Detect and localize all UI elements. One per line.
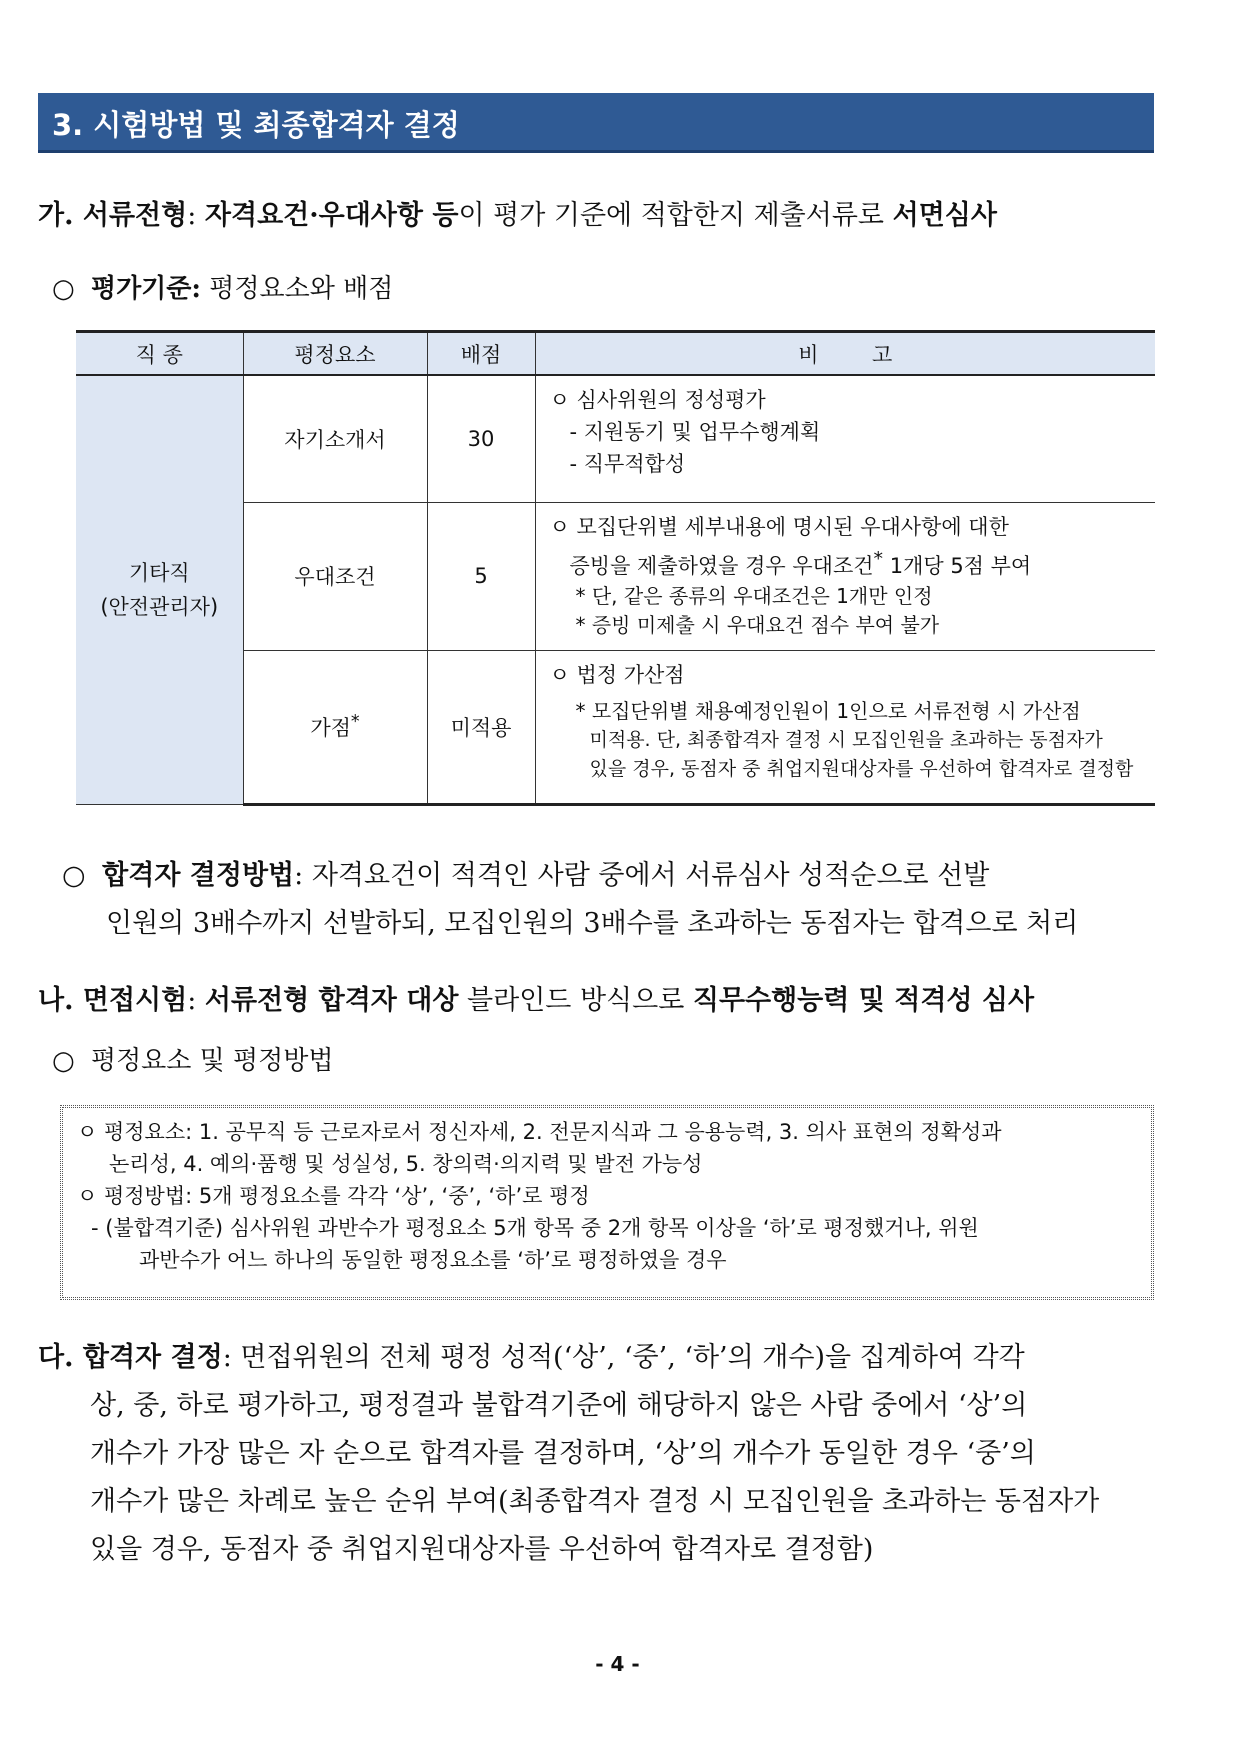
remark-line: ㅇ 모집단위별 세부내용에 명시된 우대사항에 대한	[549, 514, 1009, 539]
header-score: 배점	[427, 332, 535, 376]
remark-line: - 직무적합성	[569, 452, 686, 476]
section-title: 3. 시험방법 및 최종합격자 결정	[52, 108, 460, 142]
header-item: 평정요소	[243, 332, 427, 376]
table-row	[76, 375, 1155, 502]
score-cell: 미적용	[427, 650, 535, 804]
job-cell	[76, 375, 243, 804]
item-cell: 가점*	[243, 650, 427, 804]
header-remarks: 비 고	[535, 332, 1155, 376]
box-line: - (불합격기준) 심사위원 과반수가 평정요소 5개 항목 중 2개 항목 이상을 ‘하’로 평정했거나, 위원	[91, 1216, 979, 1240]
na-heading	[38, 978, 1034, 1017]
table-header-row	[76, 332, 1155, 376]
interview-heading-text: 평정요소 및 평정방법	[82, 1046, 334, 1076]
na-colon: :	[187, 985, 205, 1016]
circle-bullet-icon: ○	[52, 274, 75, 304]
da-line-3: 개수가 가장 많은 자 순으로 합격자를 결정하며, ‘상’의 개수가 동일한 경우 ‘중’의	[90, 1438, 1036, 1469]
box-line: 논리성, 4. 예의·품행 및 성실성, 5. 창의력·의지력 및 발전 가능성	[109, 1152, 703, 1176]
decision-line-1	[62, 853, 989, 892]
footnote-mark: *	[873, 547, 884, 570]
remark-note: * 단, 같은 종류의 우대조건은 1개만 인정	[575, 583, 933, 608]
decision-text-1: : 자격요건이 적격인 사람 중에서 서류심사 성적순으로 선발	[294, 860, 990, 891]
ga-bold1: 자격요건·우대사항 등	[204, 200, 459, 231]
remark-note: * 모집단위별 채용예정인원이 1인으로 서류전형 시 가산점	[575, 698, 1081, 723]
remarks-cell	[535, 375, 1155, 502]
decision-line-2: 인원의 3배수까지 선발하되, 모집인원의 3배수를 초과하는 동점자는 합격으로 처리	[106, 908, 1079, 939]
remark-line: - 지원동기 및 업무수행계획	[569, 420, 821, 444]
section-header-bar	[38, 93, 1154, 153]
da-line-2: 상, 중, 하로 평가하고, 평정결과 불합격기준에 해당하지 않은 사람 중에서 ‘상’의	[90, 1390, 1028, 1421]
box-line: ㅇ 평정방법: 5개 평정요소를 각각 ‘상’, ‘중’, ‘하’로 평정	[77, 1184, 590, 1208]
na-text1: 블라인드 방식으로	[458, 985, 693, 1016]
remark-line: ㅇ 법정 가산점	[549, 662, 685, 687]
item-cell: 우대조건	[243, 502, 427, 650]
box-line: 과반수가 어느 하나의 동일한 평정요소를 ‘하’로 평정하였을 경우	[139, 1248, 727, 1272]
footnote-mark: *	[350, 711, 360, 732]
remarks-cell	[535, 650, 1155, 804]
ga-colon: :	[187, 200, 205, 231]
remark-note: 미적용. 단, 최종합격자 결정 시 모집인원을 초과하는 동점자가	[589, 728, 1103, 751]
page-number: - 4 -	[595, 1652, 640, 1676]
circle-bullet-icon: ○	[52, 1046, 75, 1076]
remark-note: 있을 경우, 동점자 중 취업지원대상자를 우선하여 합격자로 결정함	[589, 757, 1134, 780]
da-label: 다. 합격자 결정	[38, 1342, 223, 1373]
remark-line: 증빙을 제출하였을 경우 우대조건* 1개당 5점 부여	[569, 547, 1032, 578]
job-name: 기타직	[128, 560, 190, 585]
remark-note: * 증빙 미제출 시 우대요건 점수 부여 불가	[575, 612, 940, 637]
decision-label: 합격자 결정방법	[102, 860, 295, 891]
score-cell: 30	[427, 375, 535, 502]
na-bold1: 서류전형 합격자 대상	[204, 985, 459, 1016]
circle-bullet-icon: ○	[62, 860, 86, 891]
box-line: ㅇ 평정요소: 1. 공무직 등 근로자로서 정신자세, 2. 전문지식과 그 응용능력, 3. 의사 표현의 정확성과	[77, 1120, 1002, 1144]
na-label: 나. 면접시험	[38, 985, 188, 1016]
remark-line: ㅇ 심사위원의 정성평가	[549, 388, 766, 412]
item-cell: 자기소개서	[243, 375, 427, 502]
da-line-1	[38, 1335, 1025, 1374]
criteria-label: 평가기준:	[90, 274, 202, 304]
job-detail: (안전관리자)	[100, 594, 219, 619]
header-job: 직 종	[76, 332, 243, 376]
ga-text1: 이 평가 기준에 적합한지 제출서류로	[458, 200, 893, 231]
criteria-line	[52, 268, 393, 305]
evaluation-table	[76, 330, 1155, 806]
ga-heading	[38, 193, 997, 232]
interview-criteria-box	[60, 1105, 1154, 1300]
da-line-5: 있을 경우, 동점자 중 취업지원대상자를 우선하여 합격자로 결정함)	[90, 1534, 874, 1565]
criteria-text: 평정요소와 배점	[201, 274, 394, 304]
score-cell: 5	[427, 502, 535, 650]
interview-heading	[52, 1040, 334, 1077]
ga-bold2: 서면심사	[892, 200, 997, 231]
da-line-4: 개수가 많은 차례로 높은 순위 부여(최종합격자 결정 시 모집인원을 초과하는 동점자가	[90, 1486, 1100, 1517]
ga-label: 가. 서류전형	[38, 200, 188, 231]
remarks-cell	[535, 502, 1155, 650]
na-bold2: 직무수행능력 및 적격성 심사	[692, 985, 1035, 1016]
da-text-1: : 면접위원의 전체 평정 성적(‘상’, ‘중’, ‘하’의 개수)을 집계하여 각각	[222, 1342, 1025, 1373]
